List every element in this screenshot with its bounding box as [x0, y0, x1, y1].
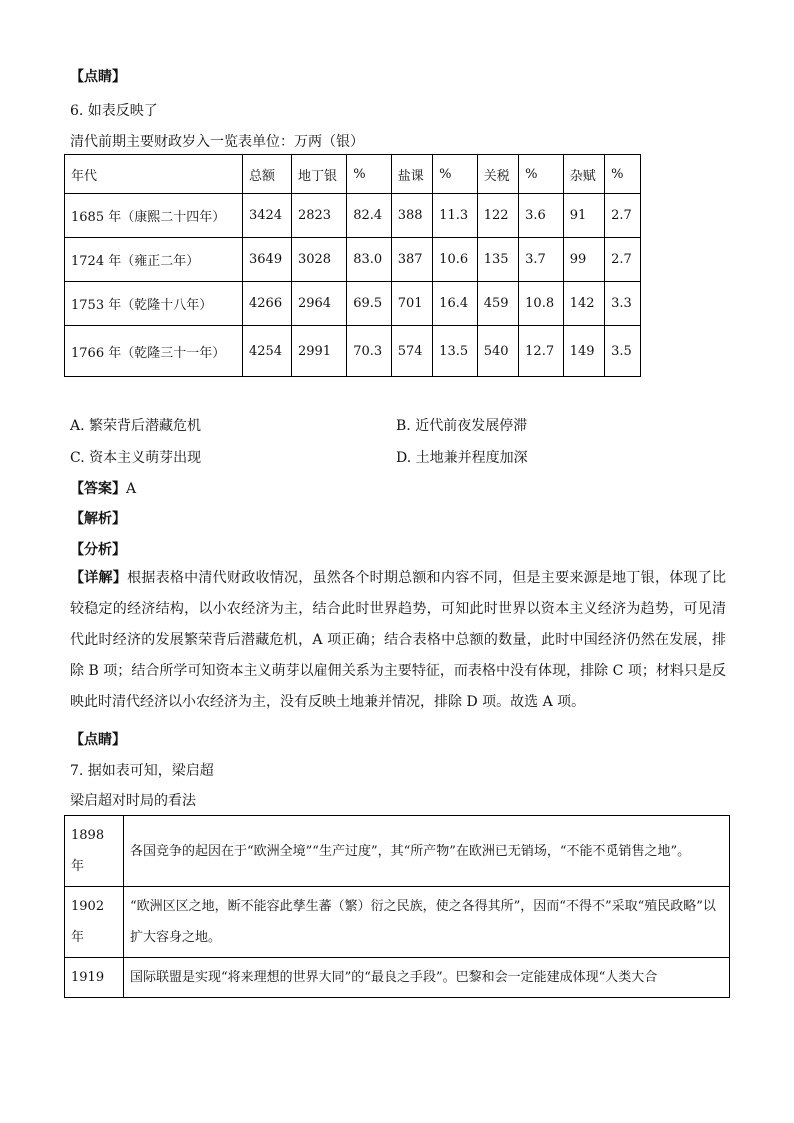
table-cell: 2823 [291, 194, 346, 238]
table-row [65, 887, 730, 958]
table-cell: 11.3 [433, 194, 478, 238]
table-cell: 459 [477, 282, 518, 326]
table-cell: 12.7 [519, 326, 564, 377]
header-cell: % [433, 155, 478, 194]
table-cell: 99 [563, 238, 604, 282]
header-cell: 总额 [243, 155, 292, 194]
table-cell: 10.6 [433, 238, 478, 282]
view-cell: 国际联盟是实现“将来理想的世界大同”的“最良之手段”。巴黎和会一定能建成体现“人类大合 [124, 958, 730, 998]
xiangjie-text: 根据表格中清代财政收情况，虽然各个时期总额和内容不同，但是主要来源是地丁银，体现了比较稳定的经济结构，以小农经济为主，结合此时世界趋势，可知此时世界以资本主义经济为趋势，可见清代此时经济的发展繁荣背后潜藏危机，A 项正确；结合表格中总额的数量，此时中国经济仍然在发展，排除 B 项；结合所学可知资本主义萌芽以雇佣关系为主要特征，而表格中没有体现，排除 C 项；材料只是反映此时清代经济以小农经济为主，没有反映土地兼并情况，排除 D 项。故选 A 项。 [70, 570, 727, 710]
table-cell: 3.6 [519, 194, 564, 238]
table-cell: 1753 年（乾隆十八年） [65, 282, 243, 326]
fiscal-revenue-table [64, 154, 641, 377]
table-cell: 3649 [243, 238, 292, 282]
table-cell: 2.7 [605, 238, 641, 282]
table-cell: 3424 [243, 194, 292, 238]
table-cell: 4254 [243, 326, 292, 377]
table-cell: 135 [477, 238, 518, 282]
table-cell: 16.4 [433, 282, 478, 326]
table-row [65, 958, 730, 998]
option-b[interactable]: B. 近代前夜发展停滞 [396, 418, 528, 434]
table-cell: 2.7 [605, 194, 641, 238]
year-cell: 1919 [65, 958, 124, 998]
table-cell: 70.3 [347, 326, 392, 377]
table-cell: 701 [391, 282, 432, 326]
header-cell: % [347, 155, 392, 194]
answer-value: A [126, 481, 137, 497]
dianjing-heading-bottom: 【点睛】 [70, 732, 126, 748]
dianjing-heading-top: 【点睛】 [70, 69, 126, 85]
header-cell: 杂赋 [563, 155, 604, 194]
table-cell: 13.5 [433, 326, 478, 377]
table-cell: 1724 年（雍正二年） [65, 238, 243, 282]
table-cell: 1685 年（康熙二十四年） [65, 194, 243, 238]
table-cell: 2991 [291, 326, 346, 377]
option-a[interactable]: A. 繁荣背后潜藏危机 [70, 418, 202, 434]
table-cell: 3028 [291, 238, 346, 282]
table-row [65, 326, 641, 377]
xiangjie-label: 【详解】 [70, 570, 128, 586]
table-cell: 10.8 [519, 282, 564, 326]
answer-label: 【答案】 [70, 481, 126, 497]
table-row [65, 282, 641, 326]
view-cell: “欧洲区区之地，断不能容此孳生蕃（繁）衍之民族，使之各得其所”，因而“不得不”采取“殖民政略”以扩大容身之地。 [124, 887, 730, 958]
year-cell: 1898 年 [65, 816, 124, 887]
question-6-stem: 6. 如表反映了 [70, 103, 158, 119]
table-row [65, 238, 641, 282]
header-cell: 年代 [65, 155, 243, 194]
table-cell: 1766 年（乾隆三十一年） [65, 326, 243, 377]
table-7-caption: 梁启超对时局的看法 [70, 793, 196, 809]
view-cell: 各国竞争的起因在于“欧洲全境”“生产过度”，其“所产物”在欧洲已无销场，“不能不觅销售之地”。 [124, 816, 730, 887]
table-row [65, 816, 730, 887]
header-cell: % [605, 155, 641, 194]
liang-qichao-views-table [64, 815, 730, 998]
header-cell: 盐课 [391, 155, 432, 194]
table-cell: 388 [391, 194, 432, 238]
table-cell: 540 [477, 326, 518, 377]
fenxi-heading: 【分析】 [70, 542, 126, 558]
question-7-stem: 7. 据如表可知，梁启超 [70, 763, 214, 779]
table-cell: 3.5 [605, 326, 641, 377]
table-cell: 2964 [291, 282, 346, 326]
table-cell: 122 [477, 194, 518, 238]
table-cell: 149 [563, 326, 604, 377]
table-cell: 91 [563, 194, 604, 238]
xiangjie-paragraph [70, 563, 726, 718]
table-cell: 574 [391, 326, 432, 377]
option-d[interactable]: D. 土地兼并程度加深 [396, 450, 528, 466]
table-cell: 83.0 [347, 238, 392, 282]
header-cell: 地丁银 [291, 155, 346, 194]
option-c[interactable]: C. 资本主义萌芽出现 [70, 450, 202, 466]
table-header-row [65, 155, 641, 194]
year-cell: 1902 年 [65, 887, 124, 958]
jiexi-heading: 【解析】 [70, 511, 126, 527]
table-cell: 3.3 [605, 282, 641, 326]
header-cell: 关税 [477, 155, 518, 194]
table-cell: 142 [563, 282, 604, 326]
table-6-caption: 清代前期主要财政岁入一览表单位：万两（银） [70, 134, 364, 150]
table-cell: 3.7 [519, 238, 564, 282]
table-cell: 82.4 [347, 194, 392, 238]
header-cell: % [519, 155, 564, 194]
table-cell: 4266 [243, 282, 292, 326]
table-cell: 69.5 [347, 282, 392, 326]
table-cell: 387 [391, 238, 432, 282]
answer-line [70, 478, 136, 498]
table-row [65, 194, 641, 238]
